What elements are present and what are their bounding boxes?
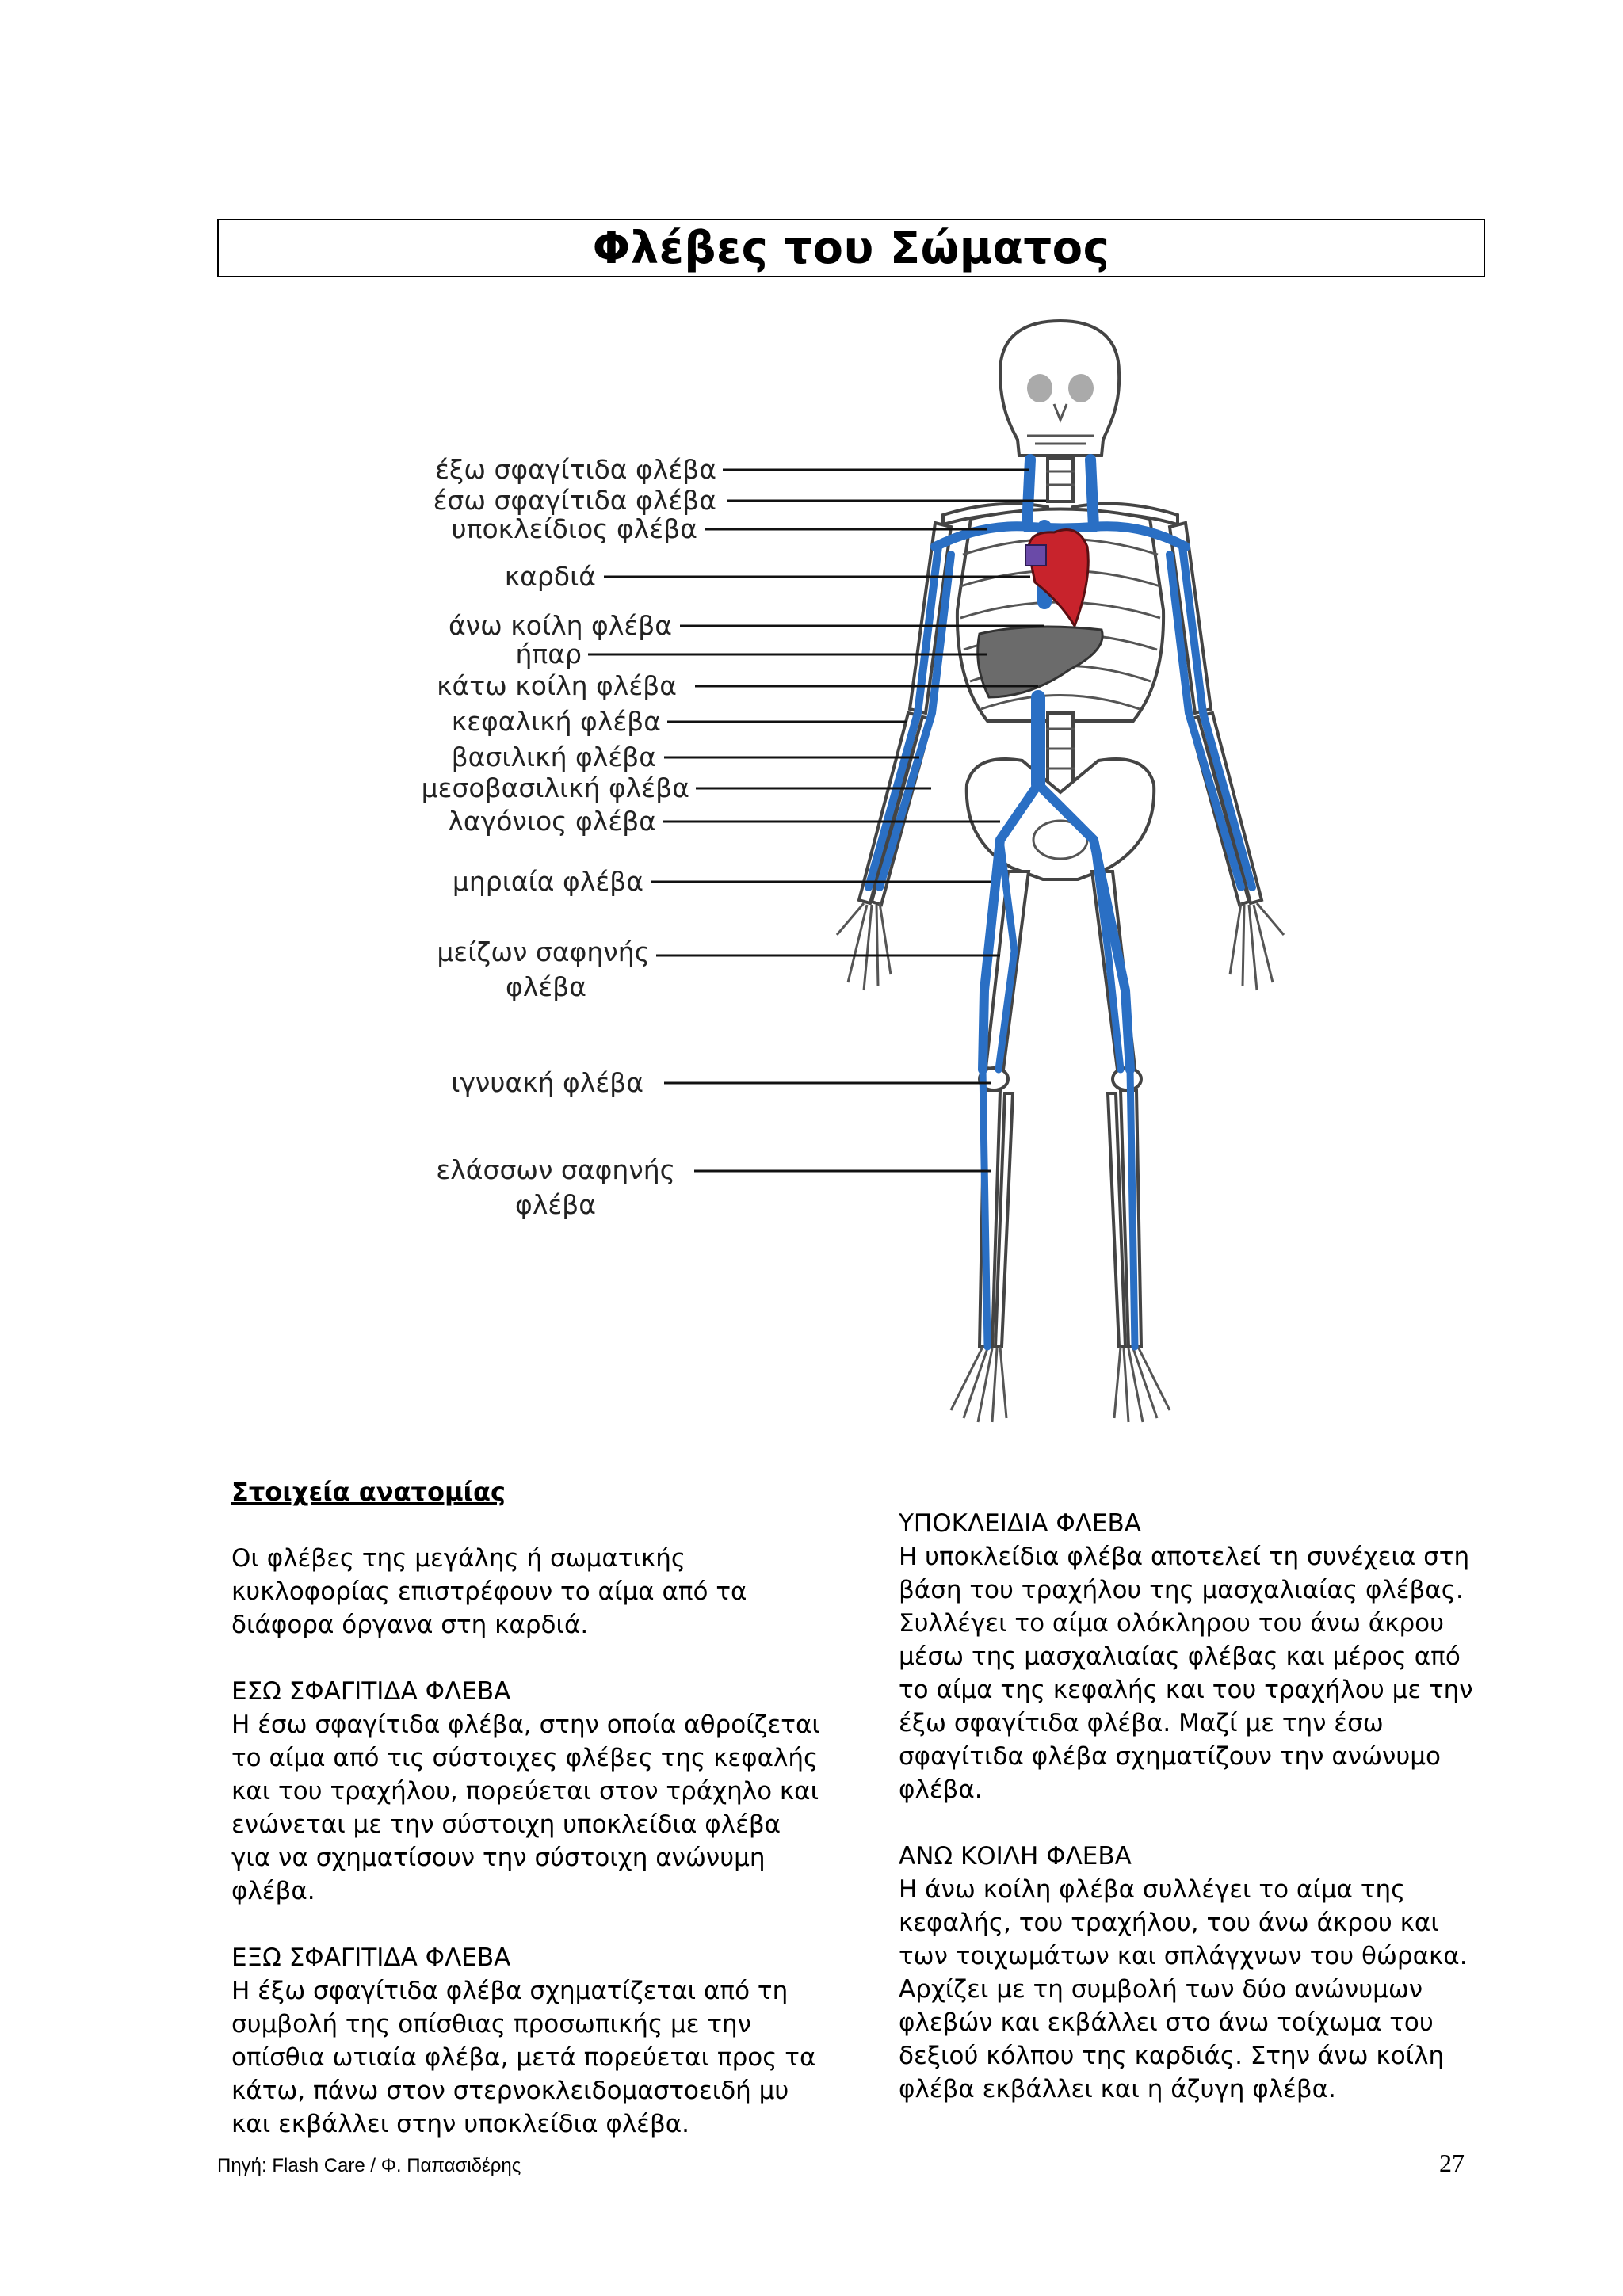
label-iliac: λαγόνιος φλέβα <box>448 806 656 837</box>
label-cephalic: κεφαλική φλέβα <box>451 706 661 737</box>
intro-line: Οι φλέβες της μεγάλης ή σωματικής <box>231 1544 686 1573</box>
body-line: Η άνω κοίλη φλέβα συλλέγει το αίμα της <box>899 1875 1406 1904</box>
intro-line: κυκλοφορίας επιστρέφουν το αίμα από τα <box>231 1577 747 1606</box>
label-small-saphenous: ελάσσων σαφηνής <box>436 1154 675 1185</box>
veins-diagram <box>0 317 1623 1442</box>
left-foot <box>951 1347 1006 1422</box>
label-great-saphenous-2: φλέβα <box>506 971 586 1002</box>
body-line: Η υποκλείδια φλέβα αποτελεί τη συνέχεια στη <box>899 1543 1470 1571</box>
right-hand <box>1230 903 1284 990</box>
label-small-saphenous-2: φλέβα <box>515 1189 596 1220</box>
body-line: Η έσω σφαγίτιδα φλέβα, στην οποία αθροίζεται <box>231 1711 820 1739</box>
body-line: φλεβών και εκβάλλει στο άνω τοίχωμα του <box>899 2008 1434 2037</box>
page-number: 27 <box>1439 2149 1465 2177</box>
body-line: συμβολή της οπίσθιας προσωπικής με την <box>231 2010 751 2039</box>
body-line: για να σχηματίσουν την σύστοιχη ανώνυμη <box>231 1844 766 1872</box>
right-column <box>899 1507 1517 2106</box>
body-line: έξω σφαγίτιδα φλέβα. Μαζί με την έσω <box>899 1709 1384 1737</box>
intro-line: διάφορα όργανα στη καρδιά. <box>231 1611 589 1639</box>
body-line: Συλλέγει το αίμα ολόκληρου του άνω άκρου <box>899 1609 1445 1638</box>
body-line: δεξιού κόλπου της καρδιάς. Στην άνω κοίλη <box>899 2042 1445 2070</box>
label-subclavian: υποκλείδιος φλέβα <box>451 513 697 544</box>
section-title: ΕΞΩ ΣΦΑΓΙΤΙΔΑ ΦΛΕΒΑ <box>231 1943 511 1972</box>
body-line: Η έξω σφαγίτιδα φλέβα σχηματίζεται από τη <box>231 1977 789 2005</box>
label-internal-jugular: έσω σφαγίτιδα φλέβα <box>433 485 716 516</box>
body-line: και εκβάλλει στην υποκλείδια φλέβα. <box>231 2110 690 2138</box>
body-line: σφαγίτιδα φλέβα σχηματίζουν την ανώνυμο <box>899 1742 1441 1771</box>
label-external-jugular: έξω σφαγίτιδα φλέβα <box>435 454 716 485</box>
label-inferior-vena-cava: κάτω κοίλη φλέβα <box>437 670 677 701</box>
body-line: των τοιχωμάτων και σπλάγχνων του θώρακα. <box>899 1942 1468 1970</box>
right-foot <box>1114 1347 1170 1422</box>
section-title: ΥΠΟΚΛΕΙΔΙΑ ΦΛΕΒΑ <box>899 1509 1141 1538</box>
body-line: το αίμα της κεφαλής και του τραχήλου με την <box>899 1676 1473 1704</box>
body-line: ενώνεται με την σύστοιχη υποκλείδια φλέβα <box>231 1810 781 1839</box>
section-title: ΑΝΩ ΚΟΙΛΗ ΦΛΕΒΑ <box>899 1842 1132 1871</box>
body-line: το αίμα από τις σύστοιχες φλέβες της κεφαλής <box>231 1744 819 1772</box>
body-line: φλέβα. <box>899 1775 983 1804</box>
heart-atrium <box>1025 545 1046 566</box>
title-box <box>217 219 1485 277</box>
body-line: φλέβα εκβάλλει και η άζυγη φλέβα. <box>899 2075 1336 2103</box>
label-basilic: βασιλική φλέβα <box>451 742 656 772</box>
skeleton <box>837 321 1284 1422</box>
body-line: βάση του τραχήλου της μασχαλιαίας φλέβας. <box>899 1576 1464 1604</box>
label-great-saphenous: μείζων σαφηνής <box>437 936 650 967</box>
body-line: μέσω της μασχαλιαίας φλέβας και μέρος από <box>899 1642 1461 1671</box>
body-line: κάτω, πάνω στον στερνοκλειδομαστοειδή μυ <box>231 2077 789 2105</box>
left-eye-socket <box>1027 374 1052 402</box>
page-title: Φλέβες του Σώματος <box>592 222 1110 274</box>
body-line: κεφαλής, του τραχήλου, του άνω άκρου και <box>899 1909 1439 1937</box>
label-median-basilic: μεσοβασιλική φλέβα <box>421 772 689 803</box>
label-heart: καρδιά <box>504 561 596 592</box>
figure-labels <box>422 454 716 1220</box>
section-title: ΕΣΩ ΣΦΑΓΙΤΙΔΑ ΦΛΕΒΑ <box>231 1677 511 1706</box>
left-hand <box>837 903 891 990</box>
section-heading: Στοιχεία ανατομίας <box>231 1477 506 1507</box>
body-line: και του τραχήλου, πορεύεται στον τράχηλο και <box>231 1777 819 1806</box>
label-popliteal: ιγνυακή φλέβα <box>451 1067 643 1098</box>
footer-source: Πηγή: Flash Care / Φ. Παπασιδέρης <box>217 2155 521 2176</box>
body-line: φλέβα. <box>231 1877 315 1905</box>
body-line: Αρχίζει με τη συμβολή των δύο ανώνυμων <box>899 1975 1423 2004</box>
label-femoral: μηριαία φλέβα <box>452 866 643 897</box>
label-liver: ήπαρ <box>515 639 582 669</box>
body-line: οπίσθια ωτιαία φλέβα, μετά πορεύεται προς τα <box>231 2043 816 2072</box>
left-column <box>231 1475 850 2141</box>
right-eye-socket <box>1068 374 1094 402</box>
label-superior-vena-cava: άνω κοίλη φλέβα <box>449 610 672 641</box>
